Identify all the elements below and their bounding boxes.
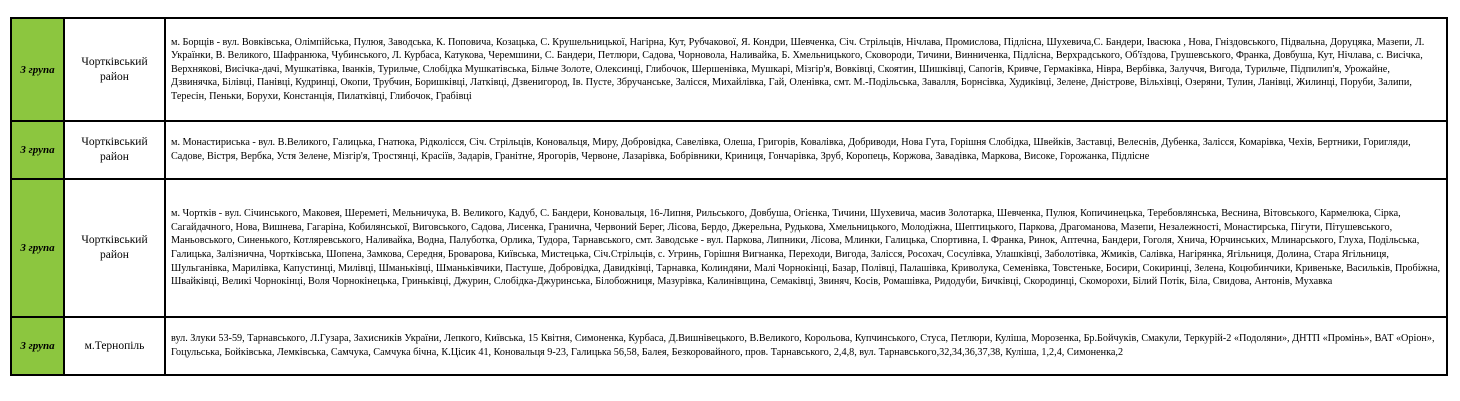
table-row xyxy=(11,179,1447,317)
district-cell: Чортківський район xyxy=(64,18,165,121)
group-cell: 3 група xyxy=(11,317,64,375)
group-cell: 3 група xyxy=(11,18,64,121)
table-row xyxy=(11,317,1447,375)
table-row xyxy=(11,121,1447,179)
streets-cell: м. Чортків - вул. Січинського, Маковея, Шереметi, Мельничука, В. Великого, Кадуб, С. Бандери, Коновальця, 16-Липня, Рильського, Довбуша, Огієнка, Тичини, Шухевича, масив Золотарка, Шевченка, Пулюя, Копичинецька, Теребовлянська, Веснина, Вітовського, Кармелюка, Сірка, Сагайдачного, Нова, Вишнева, Гагаріна, Кобилянської, Виговського, Садова, Лисенка, Гранична, Червоний Берег, Лісова, Бердо, Джерельна, Рудькова, Хмельницького, Молодіжна, Шептицького, Паркова, Драгоманова, Мазепи, Незалежності, Монастирська, Пігути, Пітушевського, Маньовського, Синенького, Котляревського, Наливайка, Водна, Палуботка, Орлика, Тудора, Тарнавського, смт. Заводське - вул. Паркова, Липники, Лісова, Млинки, Галицька, Спортивна, І. Франка, Ринок, Аптечна, Бандери, Гоголя, Хнича, Юрчинських, Млинарського, Глуха, Подільська, Галицька, Залізнична, Чортківська, Шопена, Замкова, Середня, Броварова, Київська, Мистецька, Січ.Стрільців, с. Угринь, Горішня Вигнанка, Переходи, Вигода, Залісся, Росохач, Сосулівка, Улашківці, Заболотівка, Жмиків, Салівка, Нагірянка, Ягільниця, Долина, Стара Ягільниця, Шульганівка, Марилівка, Капустинці, Милівці, Шманьківці, Шманьківчики, Пастуше, Добровідка, Давидківці, Тарнавка, Колиндяни, Малі Чорнокінці, Базар, Полівці, Палашівка, Криволука, Семенівка, Товстеньке, Босири, Сокиринці, Зелена, Коцюбинчики, Кривеньке, Васильків, Пробіжна, Швайківці, Великі Чорнокінці, Воля Чорнокінецька, Гриньківці, Джурин, Слобідка-Джуринська, Білобожниця, Мазурівка, Калинівщина, Семаківці, Звиняч, Косів, Ромашівка, Ридодуби, Бичківці, Скородинці, Скоморохи, Білий Потік, Біла, Свидова, Антонів, Мухавка xyxy=(165,179,1447,317)
streets-cell: м. Борщів - вул. Вовківська, Олімпійська, Пулюя, Заводська, К. Поповича, Козацька, С. Крушельницької, Нагірна, Кут, Рубчакової, Я. Кондри, Шевченка, Січ. Стрільців, Нічлава, Промислова, Підлісна, Шухевича,С. Бандери, Івасюка , Нова, Гніздовського, Підвальна, Доруцяка, Мазепи, Л. Українки, В. Великого, Шафранюка, Чубинського, Л. Курбаса, Катукова, Черемшини, С. Бандери, Петлюри, Садова, Чорновола, Наливайка, Б. Хмельницького, Сковороди, Тичини, Винниченка, Підлісна, Верхрадського, Об'їздова, Грушевського, Франка, Довбуша, Кут, Нічлава, с. Висічка, Верхнякові, Висічка-дачі, Мушкатівка, Іванків, Турильче, Слобідка Мушкатівська, Більче Золоте, Олексинці, Глибочок, Шершенівка, Мушкарі, Мізгір'я, Вовківці, Скоятин, Шишківці, Сапогів, Кривче, Гермаківка, Нівра, Вербівка, Залуччя, Вигода, Турильче, Підпилип'я, Урожайне, Дзвинячка, Білівці, Панівці, Кудринці, Окопи, Трубчин, Боришківці, Латківці, Дзвенигород, Ів. Пусте, Збручанське, Залісся, Михайлівка, Гай, Оленівка, смт. М.-Подільська, Завалля, Борнсівка, Худиківці, Зелене, Дністрове, Вільхівці, Озеряни, Тулин, Ланівці, Жилинці, Поруби, Залипи, Тересін, Пеньки, Борухи, Констанція, Пилатківці, Глибочок, Грабівці xyxy=(165,18,1447,121)
table-row xyxy=(11,18,1447,121)
group-cell: 3 група xyxy=(11,179,64,317)
streets-cell: м. Монастириська - вул. В.Великого, Галицька, Гнатюка, Рідколісся, Січ. Стрільців, Коновальця, Миру, Добровідка, Савелівка, Олеша, Григорів, Ковалівка, Добриводи, Нова Гута, Горішня Слобідка, Швейків, Заставці, Велеснів, Дубенка, Залісся, Комарівка, Чехів, Бертники, Горигляди, Садове, Вістря, Вербка, Устя Зелене, Мізгір'я, Тростянці, Красіїв, Задарів, Гранітне, Ярогорів, Червоне, Лазарівка, Бобрівники, Криниця, Гончарівка, Зруб, Коропець, Коржова, Завадівка, Маркова, Високе, Горожанка, Підлісне xyxy=(165,121,1447,179)
group-cell: 3 група xyxy=(11,121,64,179)
schedule-table xyxy=(10,17,1448,376)
district-cell: Чортківський район xyxy=(64,121,165,179)
district-cell: Чортківський район xyxy=(64,179,165,317)
district-cell: м.Тернопіль xyxy=(64,317,165,375)
streets-cell: вул. Злуки 53-59, Тарнавського, Л.Гузара, Захисників України, Лепкого, Київська, 15 Квітня, Симоненка, Курбаса, Д.Вишнівецького, В.Великого, Корольова, Купчинського, Стуса, Петлюри, Куліша, Морозенка, Бр.Бойчуків, Смакули, Теркурій-2 «Подоляни», ДНТП «Промінь», ВАТ «Оріон», Гоцульська, Бойківська, Лемківська, Самчука, Самчука бічна, К.Цісик 41, Коновальця 9-23, Галицька 56,58, Балея, Безкоровайного, пров. Тарнавського, 2,4,8, вул. Тарнавського,32,34,36,37,38, Куліша, 1,2,4, Симоненка,2 xyxy=(165,317,1447,375)
